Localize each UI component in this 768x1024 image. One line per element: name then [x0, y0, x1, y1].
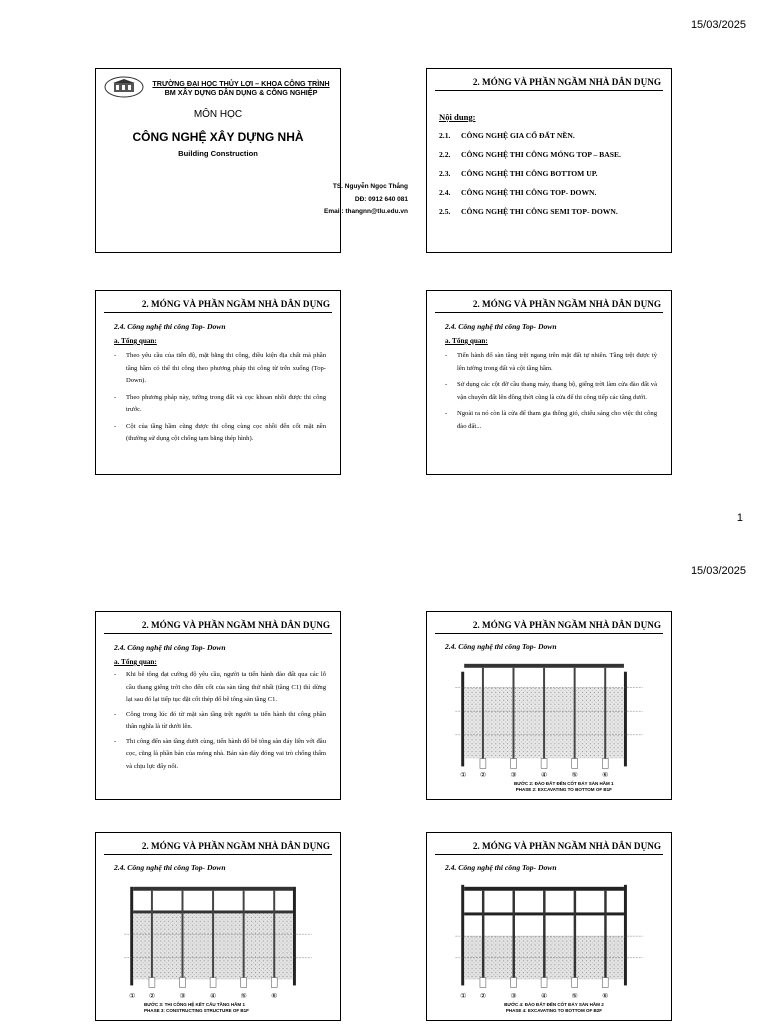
- bullet-item: - Cột của tầng hầm cũng được thi công cùng cọc nhồi đến cốt mặt nền (thường sử dụng cột chống tạm bằng thép hình).: [114, 421, 326, 446]
- axis-label: ①: [460, 771, 467, 780]
- axis-label: ②: [479, 771, 487, 780]
- diagram-caption-vi: BƯỚC 2: ĐÀO ĐẤT ĐẾN CỐT ĐÁY SÀN HẦM 1: [513, 781, 614, 787]
- bullet-item: - Tiến hành đổ sàn tầng trệt ngang trên mặt đất tự nhiên. Tầng trệt được tỳ lên tường trong đất và cột tầng hầm.: [445, 350, 657, 375]
- excavation-section-svg: [455, 652, 643, 795]
- slide-diagram-phase-3: [95, 832, 341, 1021]
- contents-list: [439, 131, 663, 226]
- bullet-item: - Theo phương pháp này, tường trong đất và cọc khoan nhồi được thi công trước.: [114, 392, 326, 417]
- heading-divider: [435, 312, 663, 313]
- diagram-caption-en: PHASE 3: CONSTRUCTING STRUCTURE OF B1F: [144, 1008, 249, 1014]
- diaphragm-wall-left: [461, 885, 464, 986]
- structure-section-svg: [124, 873, 312, 1016]
- heading-divider: [435, 854, 663, 855]
- diagram-caption-en: PHASE 4: EXCAVATING TO BOTTOM OF B2F: [505, 1008, 603, 1014]
- heading-divider: [104, 633, 332, 634]
- diaphragm-wall-right: [624, 672, 627, 767]
- university-header: [148, 79, 334, 97]
- axis-label: ②: [479, 992, 487, 1001]
- axis-label: ③: [510, 771, 517, 780]
- diaphragm-wall-right: [293, 887, 296, 986]
- bored-piles: [480, 759, 608, 769]
- contents-heading: Nội dung:: [439, 112, 476, 122]
- slide-diagram-phase-2: [426, 611, 672, 800]
- slide-diagram-phase-4: [426, 832, 672, 1021]
- slide-overview-2: [426, 290, 672, 475]
- section-drawing: [455, 652, 643, 795]
- axis-label: ①: [129, 992, 136, 1001]
- slide-overview-1: [95, 290, 341, 475]
- axis-label: ④: [540, 992, 548, 1001]
- slide-heading: 2. MÓNG VÀ PHẦN NGẦM NHÀ DÂN DỤNG: [141, 620, 330, 630]
- ground-slab: [133, 887, 293, 891]
- author-phone: DĐ: 0912 640 081: [354, 195, 408, 203]
- slide-heading: 2. MÓNG VÀ PHẦN NGẦM NHÀ DÂN DỤNG: [472, 620, 661, 630]
- section-title: 2.4. Công nghệ thi công Top- Down: [445, 863, 557, 872]
- slide-contents: [426, 68, 672, 253]
- contents-item: 2.1. CÔNG NGHỆ GIA CỐ ĐẤT NỀN.: [439, 131, 575, 140]
- axis-label: ④: [209, 992, 217, 1001]
- contents-item: 2.2. CÔNG NGHỆ THI CÔNG MÓNG TOP – BASE.: [439, 150, 621, 159]
- excavation-b2-section-svg: [455, 873, 643, 1016]
- axis-label: ③: [179, 992, 186, 1001]
- ground-slab: [464, 664, 624, 668]
- diagram-caption-vi: BƯỚC 4: ĐÀO ĐẤT ĐẾN CỐT ĐÁY SÀN HẦM 2: [504, 1002, 604, 1008]
- subheading: a. Tổng quan:: [445, 337, 488, 345]
- axis-label: ⑤: [571, 992, 578, 1001]
- heading-divider: [104, 312, 332, 313]
- bullet-item: - Theo yêu cầu của tiến độ, mặt bằng thi công, điều kiện địa chất mà phần tầng hầm có thể thi công theo phương pháp thi công từ trên xuống (Top- Down).: [114, 350, 326, 388]
- slide-heading: 2. MÓNG VÀ PHẦN NGẦM NHÀ DÂN DỤNG: [141, 299, 330, 309]
- contents-item: 2.5. CÔNG NGHỆ THI CÔNG SEMI TOP- DOWN.: [439, 207, 618, 216]
- diaphragm-wall-left: [461, 672, 464, 767]
- slide-heading: 2. MÓNG VÀ PHẦN NGẦM NHÀ DÂN DỤNG: [472, 299, 661, 309]
- bullet-list: [445, 350, 657, 437]
- axis-label: ⑤: [240, 992, 247, 1001]
- section-title: 2.4. Công nghệ thi công Top- Down: [445, 322, 557, 331]
- page-date: 15/03/2025: [690, 565, 746, 577]
- author-name: TS. Nguyễn Ngọc Thắng: [332, 183, 408, 190]
- section-title: 2.4. Công nghệ thi công Top- Down: [114, 863, 226, 872]
- slide-heading: 2. MÓNG VÀ PHẦN NGẦM NHÀ DÂN DỤNG: [472, 841, 661, 851]
- author-email: Email: thangnn@tlu.edu.vn: [324, 208, 408, 215]
- university-logo: [104, 76, 144, 98]
- diagram-caption-vi: BƯỚC 3: THI CÔNG HỆ KẾT CẤU TẦNG HẦM 1: [144, 1002, 245, 1008]
- heading-divider: [104, 854, 332, 855]
- axis-label: ⑥: [271, 992, 278, 1001]
- axis-label: ④: [540, 771, 548, 780]
- course-label: MÔN HỌC: [193, 109, 243, 120]
- section-title: 2.4. Công nghệ thi công Top- Down: [445, 642, 557, 651]
- course-subtitle: Building Construction: [178, 149, 258, 158]
- axis-label: ⑥: [602, 771, 609, 780]
- contents-item: 2.3. CÔNG NGHỆ THI CÔNG BOTTOM UP.: [439, 169, 598, 178]
- university-name: TRƯỜNG ĐẠI HỌC THỦY LỢI – KHOA CÔNG TRÌNH: [152, 79, 330, 88]
- ground-slab: [464, 887, 624, 891]
- bullet-item: - Công trong lúc đó từ mặt sàn tầng trệt người ta tiến hành thi công phần thân nghĩa là từ dưới lên.: [114, 709, 326, 734]
- axis-label: ①: [460, 992, 467, 1001]
- axis-label: ②: [148, 992, 156, 1001]
- diaphragm-wall-right: [624, 885, 627, 986]
- slide-heading: 2. MÓNG VÀ PHẦN NGẦM NHÀ DÂN DỤNG: [141, 841, 330, 851]
- subheading: a. Tổng quan:: [114, 658, 157, 666]
- course-title: CÔNG NGHỆ XÂY DỰNG NHÀ: [132, 130, 304, 144]
- axis-label: ⑤: [571, 771, 578, 780]
- bullet-item: - Thi công đến sàn tầng dưới cùng, tiến hành đổ bê tông sàn đáy liền với đầu cọc, cũng là phần bản của móng nhà. Bản sàn đáy đóng vai trò chống thấm và chịu lực đẩy nổi.: [114, 736, 326, 774]
- slide-heading: 2. MÓNG VÀ PHẦN NGẦM NHÀ DÂN DỤNG: [472, 77, 661, 87]
- bullet-list: [114, 350, 326, 450]
- section-title: 2.4. Công nghệ thi công Top- Down: [114, 322, 226, 331]
- bullet-item: - Khi bê tông đạt cường độ yêu cầu, người ta tiến hành đào đất qua các lỗ cầu thang giếng trời cho đến cốt của sàn tầng thứ nhất (tầng C1) thì dừng lại sau đó lại tiếp tục đặt cốt thép đổ bê tông sàn tầng C1.: [114, 669, 326, 707]
- section-drawing: [124, 873, 312, 1016]
- heading-divider: [435, 633, 663, 634]
- axis-label: ⑥: [602, 992, 609, 1001]
- slide-overview-3: [95, 611, 341, 800]
- section-drawing: [455, 873, 643, 1016]
- page-number: 1: [736, 512, 743, 524]
- contents-item: 2.4. CÔNG NGHỆ THI CÔNG TOP- DOWN.: [439, 188, 597, 197]
- axis-label: ③: [510, 992, 517, 1001]
- author-block: [324, 181, 408, 219]
- subheading: a. Tổng quan:: [114, 337, 157, 345]
- bullet-list: [114, 669, 326, 777]
- slide-cover: [95, 68, 408, 253]
- bullet-item: - Ngoài ra nó còn là cửa để tham gia thông gió, chiếu sáng cho việc thi công đào đất...: [445, 408, 657, 433]
- page-date: 15/03/2025: [690, 19, 746, 31]
- heading-divider: [435, 90, 663, 91]
- diaphragm-wall-left: [130, 887, 133, 986]
- diagram-caption-en: PHASE 2: EXCAVATING TO BOTTOM OF B1F: [515, 787, 612, 793]
- department-name: BM XÂY DỰNG DÂN DỤNG & CÔNG NGHIỆP: [164, 88, 318, 97]
- section-title: 2.4. Công nghệ thi công Top- Down: [114, 643, 226, 652]
- bullet-item: - Sử dụng các cột đỡ cầu thang máy, thang bộ, giếng trời làm cửa đào đất và vận chuyển đất lên đồng thời cũng là cửa để thi công tiếp các tầng dưới.: [445, 379, 657, 404]
